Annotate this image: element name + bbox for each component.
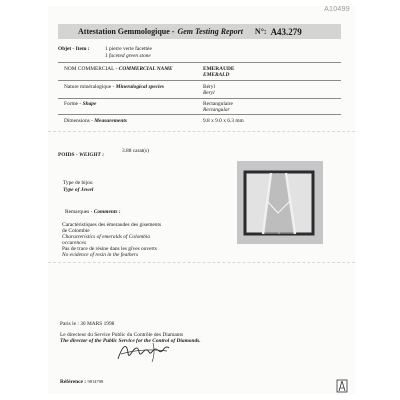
remarks-label: Remarques - Comments : [65,209,121,215]
commercial-name-label: NOM COMMERCIAL - COMMERCIAL NAME [64,66,173,72]
measurements-value: 9.8 x 9.0 x 6.3 mm [203,118,244,124]
commercial-name-value-en: EMERALD [203,72,230,78]
species-value-en: Beryl [203,90,215,96]
comment-line: occurences [62,240,87,246]
shape-value-en: Rectangular [203,107,230,113]
director-fr: Le directeur du Service Public du Contrôle des Diamants [60,332,184,338]
jewel-type-label-en: Type of Jewel [63,187,94,193]
report-number: A43.279 [270,26,302,37]
divider [58,98,341,99]
place-date: Paris le : 30 MARS 1998 [60,321,115,327]
species-label: Nature minéralogique - Mineralogical species [64,84,165,90]
divider [58,62,341,63]
header-number-label: N°: [254,27,267,36]
header-title-en: Gem Testing Report [177,27,243,36]
director-signature [115,339,171,365]
fold-line [48,262,355,263]
commercial-name-value-fr: EMERAUDE [203,66,235,72]
object-value-fr: 1 pierre verte facettée [105,46,152,52]
divider [58,80,341,81]
jewel-type-label-fr: Type de bijou [63,180,93,186]
fold-line [48,131,355,132]
species-value-fr: Béryl [203,84,215,90]
divider [58,114,341,115]
director-en: The director of the Public Service for the Control of Diamonds. [60,338,201,344]
object-label: Objet - Item : [58,46,90,52]
laboratory-logo-icon [336,379,348,393]
measurements-label: Dimensions - Measurements [64,118,127,124]
report-header [58,24,341,39]
comment-line: de Colombie [62,228,90,234]
comment-line: No evidence of resin in the feathers [62,252,139,258]
comment-line: Caractéristiques des émeraudes des gisements [62,222,162,228]
comment-line: Pas de trace de résine dans les gîves ouverts [62,246,157,252]
shape-label: Forme - Shape [64,101,97,107]
stone-photo [237,161,323,244]
object-value-en: 1 faceted green stone [105,53,151,59]
comment-line: Characteristics of emeralds of Colombia [62,234,151,240]
corner-reference-note: A10499 [324,6,350,13]
header-title-fr: Attestation Gemmologique - [78,27,175,36]
shape-value-fr: Rectangulaire [203,101,233,107]
emerald-stone-image [237,161,323,244]
weight-value: 3.88 carat(s) [122,148,149,154]
reference-label: Référence : 9814708 [60,379,104,385]
weight-label: POIDS - WEIGHT : [58,152,104,158]
